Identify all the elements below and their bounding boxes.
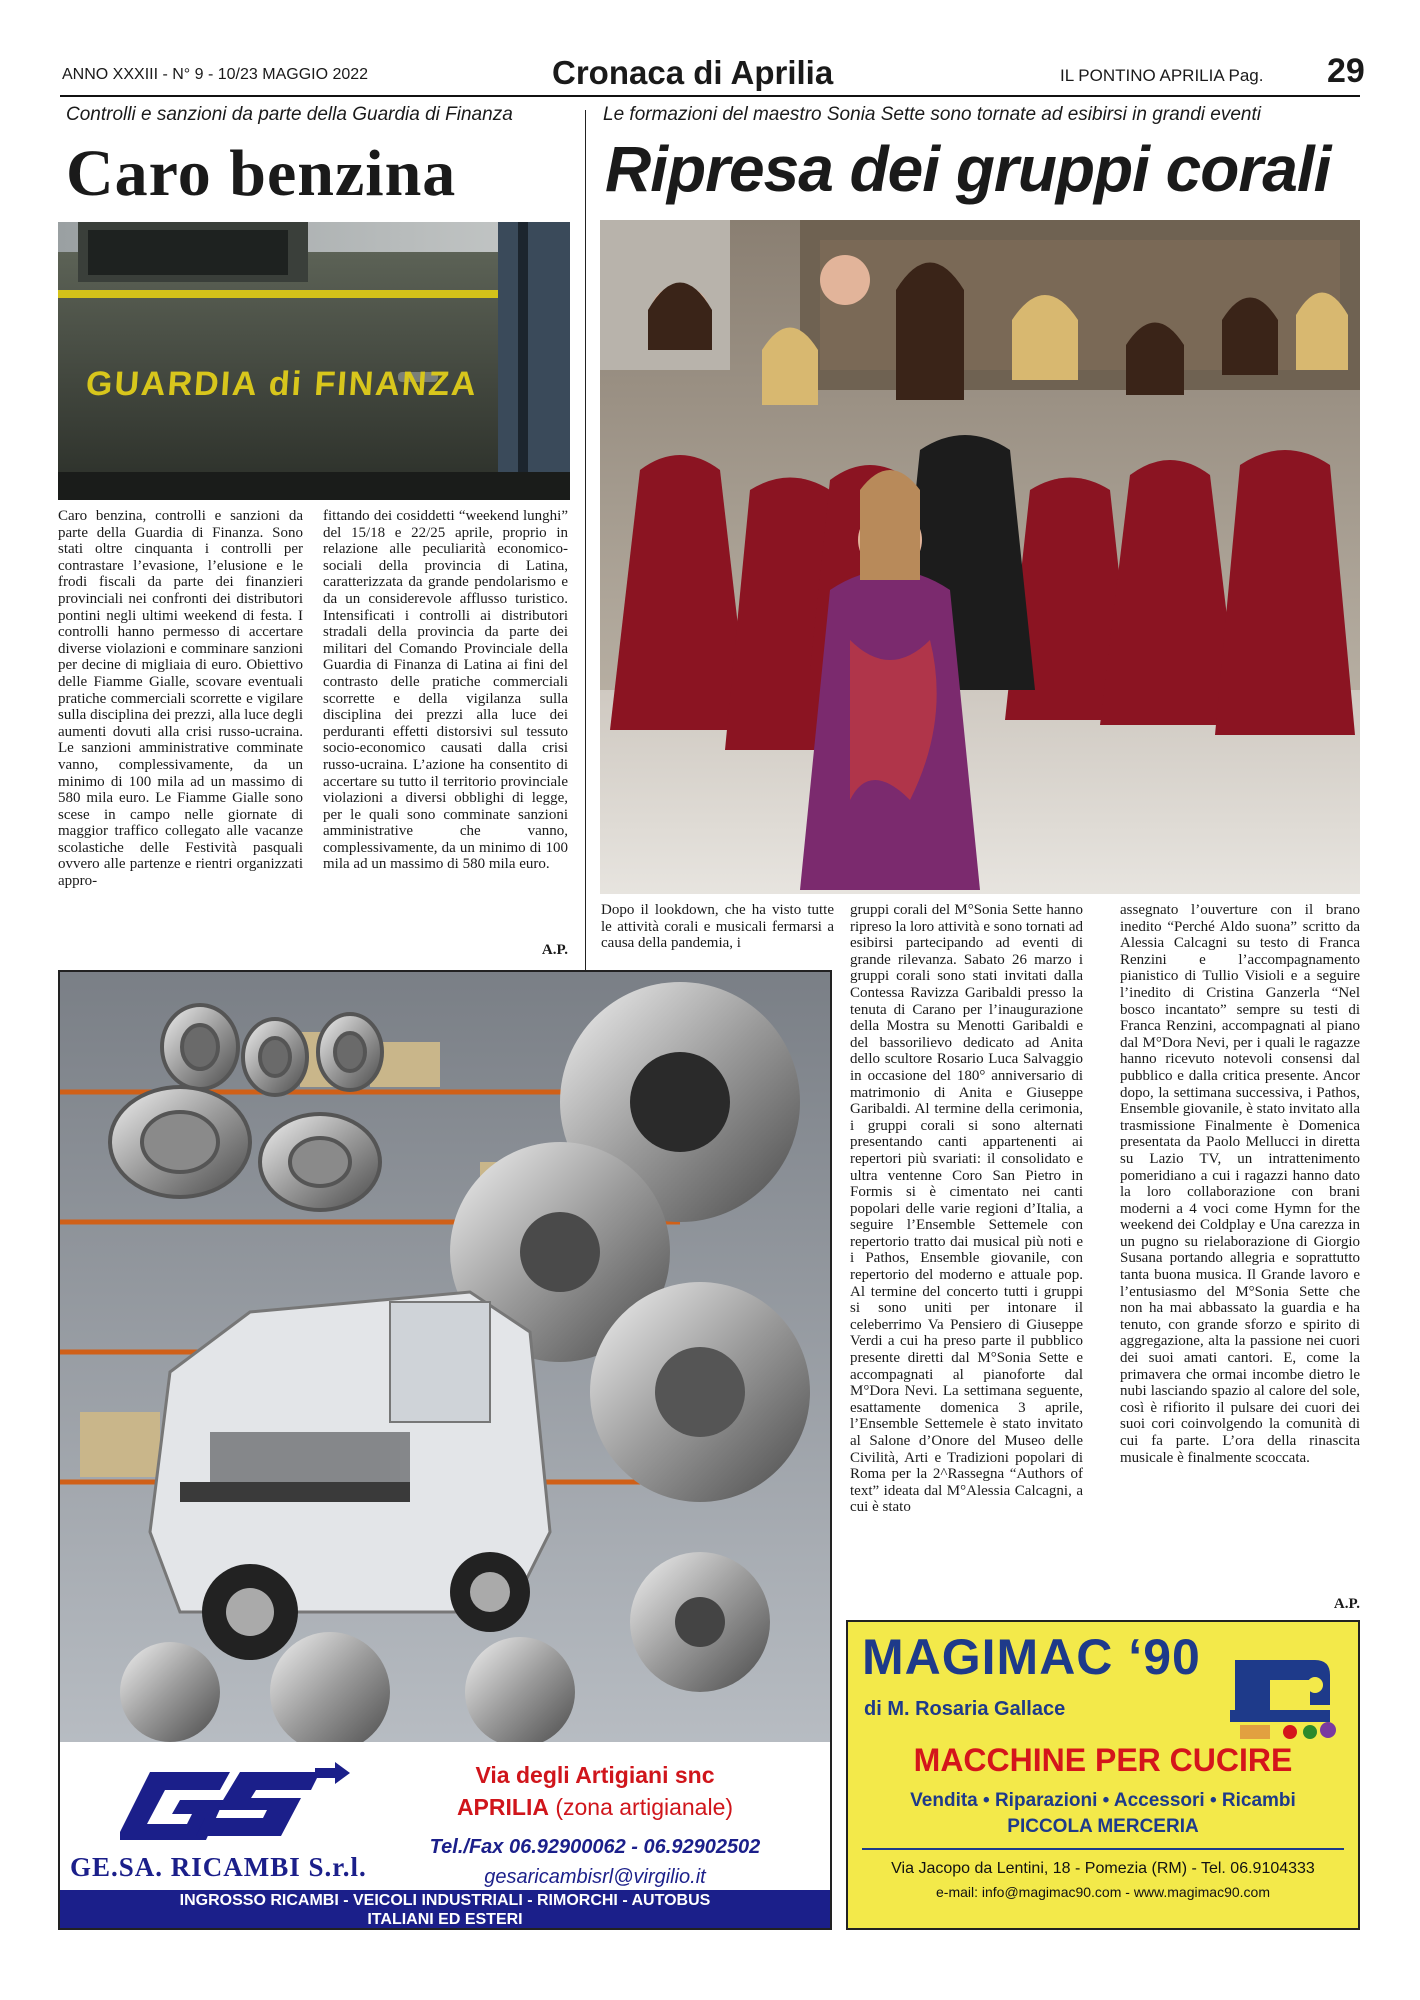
article1-column-2: fittando dei cosiddetti “weekend lunghi” del 15/18 e 22/25 aprile, proprio in relazione alle peculiarità economico-sociali della provincia di Latina, caratterizzata da grande pendolarismo e da un considerevole afflusso turistico. Intensificati i controlli ai distributori stradali della provincia da parte dei militari del Comando Provinciale della Guardia di Finanza di Latina ai fini del contrasto delle pratiche commerciali scorrette e della vigilanza sulla disciplina dei prezzi alla luce dei perduranti effetti distorsivi sul tessuto socio-economico causati dalla crisi russo-ucraina. L’azione ha consentito di accertare su tutto il territorio provinciale violazioni a diversi obblighi di legge, per le quali sono comminate sanzioni amministrative che vanno, complessivamente, da un minimo di 100 mila ad un massimo di 580 mila euro. <box>323 508 568 873</box>
magimac-headline: MACCHINE PER CUCIRE <box>913 1742 1293 1778</box>
ad-magimac <box>846 1620 1360 1930</box>
article2-column-3: assegnato l’ouverture con il brano inedito “Perché Aldo suona” scritto da Alessia Calcagni su testo di Franca Renzini e l’accompagnamento pianistico di Tullio Visioli e a seguire l’inedito di Cristina Ganzerla “Nel bosco incantato” sempre su testi di Franca Renzini, accompagnati al piano dal M°Dora Nevi, per i quali le ragazze hanno ricevuto notevoli consensi dal pubblico e dalla critica presente. Ancor dopo, la settimana successiva, i Pathos, Ensemble giovanile, è stato invitato alla trasmissione Finalmente è Domenica presentata da Paolo Mellucci in diretta su Lazio TV, un intrattenimento pomeridiano a cui i ragazzi hanno dato la loro collaborazione con brani moderni a 4 voci come Hymn for the weekend dei Coldplay e Una carezza in un pugno su rielaborazione di Giorgio Susana portando allegria e soprattutto tanta buona musica. Il Grande lavoro e l’entusiasmo del M°Sonia Sette che non ha mai abbassato la guardia e ha tenuto, con grande sforzo e spirito di aggregazione, alta la passione nei cuori dei suoi amati cantori. E, come la primavera che ormai incombe dietro le nubi lasciando spazio al calore del sole, così è rifiorito il pulsare dei cuori dei suoi cori coinvolgendo la comunità di cui fa parte. L’ora della rinascita musicale è finalmente scoccata. <box>1120 902 1360 1466</box>
magimac-services: Vendita • Riparazioni • Accessori • Ricambi <box>910 1790 1296 1811</box>
magimac-title: MAGIMAC ‘90 <box>862 1629 1201 1685</box>
article1-signature: A.P. <box>541 942 568 958</box>
section-title: Cronaca di Aprilia <box>552 54 834 91</box>
gesa-email[interactable]: gesaricambisrl@virgilio.it <box>484 1866 706 1888</box>
article1-title: Caro benzina <box>66 137 457 210</box>
article2-column-1: Dopo il lookdown, che ha visto tutte le attività corali e musicali fermarsi a causa della pandemia, i <box>601 902 834 952</box>
article2-column-2: gruppi corali del M°Sonia Sette hanno ripreso la loro attività e sono tornati ad esibirsi partecipando ad eventi di grande rilevanza. Sabato 26 marzo i gruppi corali sono stati invitati dalla Contessa Ravizza Garibaldi presso la tenuta di Carano per l’inaugurazione della Mostra su Menotti Garibaldi e del bassorilievo dedicato ad Anita dello scultore Rosario Luca Salvaggio in occasione del 180° anniversario di matrimonio di Anita e Giuseppe Garibaldi. Al termine della cerimonia, i gruppi corali si sono alternati presentando canti appartenenti ai repertori più svariati: il consolidato e ultra ventenne Coro San Pietro in Formis si è cimentato nei canti popolari delle varie regioni d’Italia, a seguire l’Ensemble Settemele con repertorio tratto dai musical più noti e i Pathos, Ensemble giovanile, con repertorio del moderno e attuale pop. Al termine del concerto tutti i gruppi si sono uniti per intonare il celeberrimo Va Pensiero di Giuseppe Verdi a cui ha preso parte il pubblico presente diretti dal M°Sonia Sette e accompagnati al pianoforte dal M°Dora Nevi. La settimana seguente, esattamente domenica 3 aprile, l’Ensemble Settemele è stato invitato al Salone d’Onore del Museo delle Civilità, Arti e Tradizioni popolari di Roma per la 2^Rassegna “Authors of text” ideata dal M°Alessia Calcagni, a cui è stato <box>850 902 1083 1516</box>
page-number: 29 <box>1327 52 1365 90</box>
article2-signature: A.P. <box>1333 1596 1360 1612</box>
sewing-machine-icon <box>1220 1630 1350 1745</box>
gesa-address-city <box>370 1794 820 1821</box>
magimac-divider <box>862 1848 1344 1850</box>
choir-photo <box>600 220 1360 894</box>
column-separator <box>585 110 586 990</box>
header-rule <box>60 95 1360 97</box>
gesa-zone: (zona artigianale) <box>555 1794 734 1820</box>
article2-title: Ripresa dei gruppi corali <box>605 133 1331 205</box>
car-lettering: GUARDIA di FINANZA <box>84 365 480 403</box>
issue-info: ANNO XXXIII - N° 9 - 10/23 MAGGIO 2022 <box>62 66 369 83</box>
magimac-merceria: PICCOLA MERCERIA <box>1007 1816 1199 1837</box>
ad-gesa-ricambi <box>58 970 832 1930</box>
article1-column-1: Caro benzina, controlli e sanzioni da parte della Guardia di Finanza. Sono stati oltre cinquanta i controlli per contrastare l’evasione, l’elusione e le frodi fiscali da parte dei finanzieri provinciali nei confronti dei distributori pontini negli ultimi weekend di festa. I controlli hanno permesso di accertare diverse violazioni e comminare sanzioni per decine di migliaia di euro. Obiettivo delle Fiamme Gialle, scovare eventuali pratiche commerciali scorrette e vigilare sulla disciplina dei prezzi, alla luce degli aumenti dovuti alla crisi russo-ucraina. Le sanzioni amministrative comminate vanno, complessivamente, da un minimo di 100 mila ad un massimo di 580 mila euro. Le Fiamme Gialle sono scese in campo nelle giornate di maggior traffico collegato alle vacanze scolastiche delle Festività pasquali ovvero alle partenze e rientri organizzati appro- <box>58 508 303 890</box>
article1-photo <box>58 222 570 500</box>
gesa-banner-line2: ITALIANI ED ESTERI <box>367 1911 523 1928</box>
magimac-owner: di M. Rosaria Gallace <box>864 1698 1066 1720</box>
magimac-address: Via Jacopo da Lentini, 18 - Pomezia (RM) - Tel. 06.9104333 <box>891 1860 1315 1877</box>
gesa-address-street: Via degli Artigiani snc <box>475 1762 715 1788</box>
gesa-city: APRILIA <box>456 1794 549 1820</box>
newspaper-name: IL PONTINO APRILIA Pag. <box>1060 66 1264 85</box>
magimac-contacts[interactable]: e-mail: info@magimac90.com - www.magimac90.com <box>936 1884 1270 1900</box>
gesa-phone: Tel./Fax 06.92900062 - 06.92902502 <box>429 1836 761 1858</box>
gesa-logo <box>120 1762 350 1852</box>
article2-kicker: Le formazioni del maestro Sonia Sette sono tornate ad esibirsi in grandi eventi <box>603 104 1261 125</box>
ad-gesa-illustration <box>60 972 830 1742</box>
gesa-banner-line1: INGROSSO RICAMBI - VEICOLI INDUSTRIALI - RIMORCHI - AUTOBUS <box>179 1892 711 1909</box>
article1-kicker: Controlli e sanzioni da parte della Guardia di Finanza <box>66 104 513 125</box>
gesa-company-name: GE.SA. RICAMBI S.r.l. <box>70 1852 367 1882</box>
gesa-banner <box>60 1890 830 1930</box>
